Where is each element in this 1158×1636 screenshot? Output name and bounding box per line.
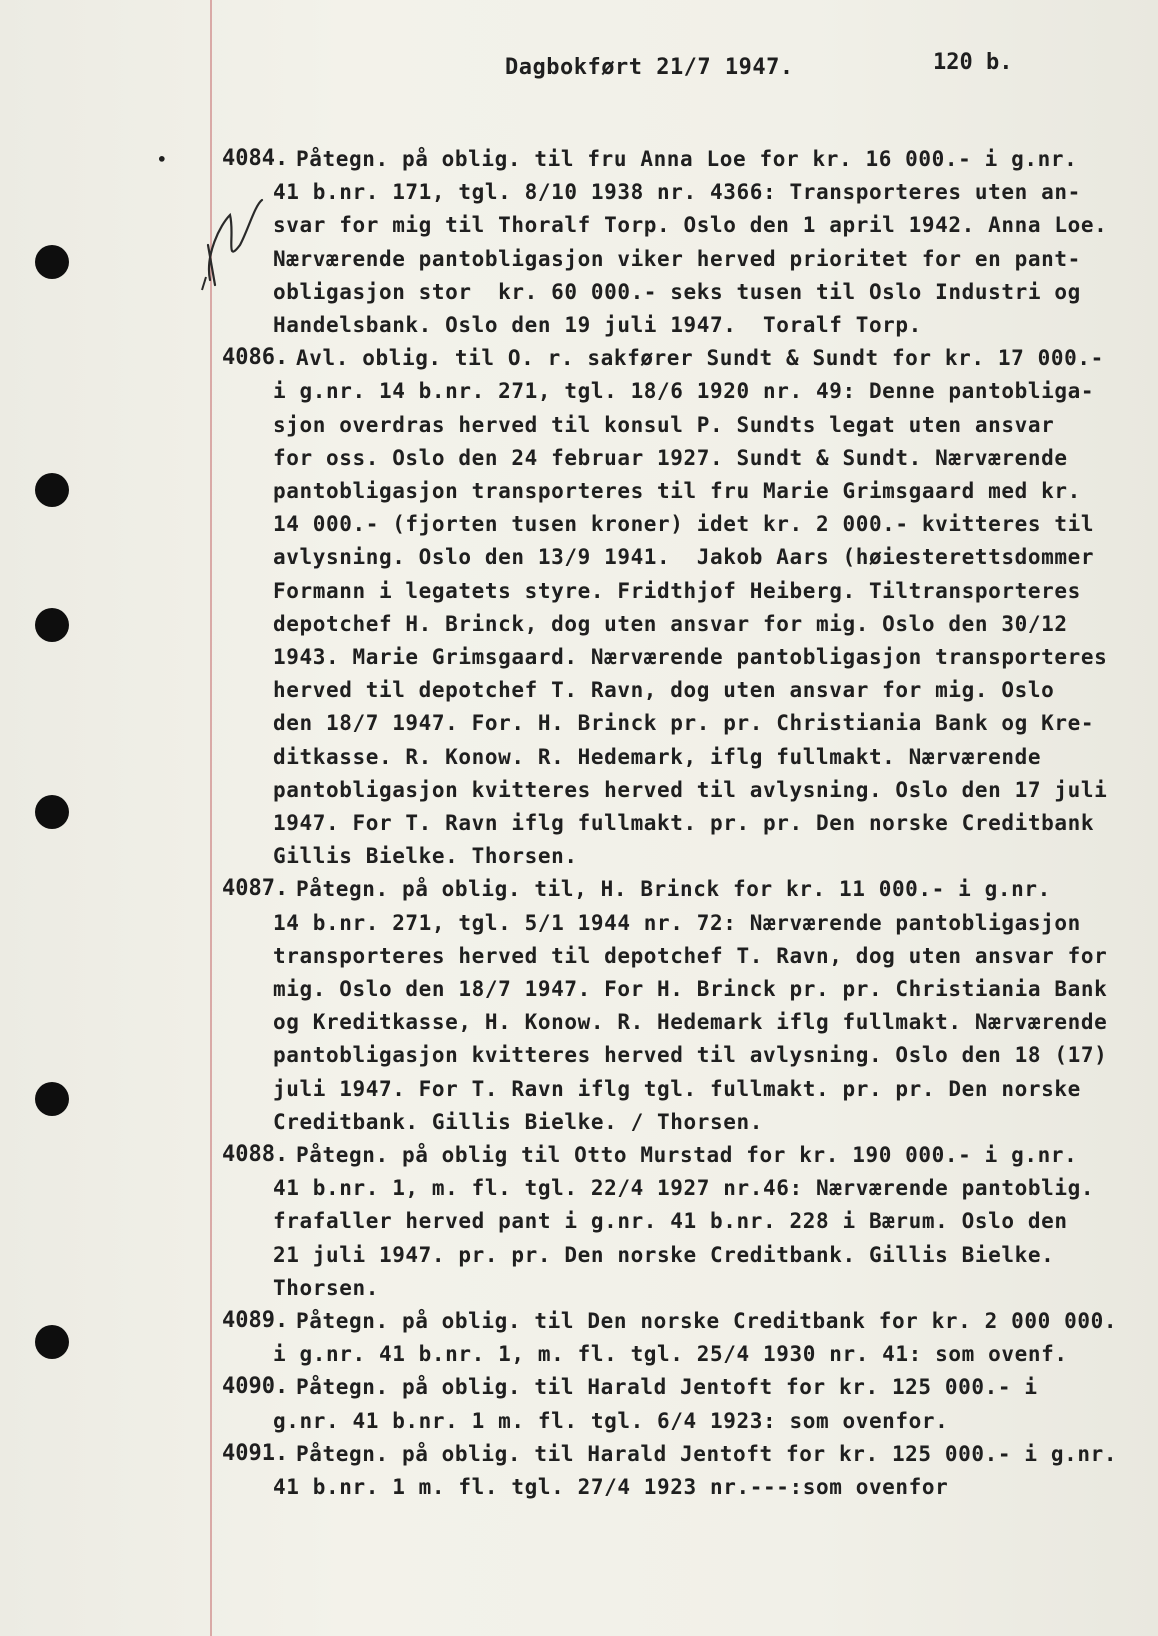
- entry-line: 14 000.- (fjorten tusen kroner) idet kr. 2 000.- kvitteres til: [273, 512, 1095, 537]
- entry-number: 4089.: [222, 1308, 289, 1333]
- entry-line: frafaller herved pant i g.nr. 41 b.nr. 228 i Bærum. Oslo den: [273, 1209, 1068, 1234]
- entry-line: pantobligasjon kvitteres herved til avlysning. Oslo den 17 juli: [273, 777, 1108, 802]
- entry-line: obligasjon stor kr. 60 000.- seks tusen til Oslo Industri og: [273, 279, 1081, 304]
- entry-line: Påtegn. på oblig. til fru Anna Loe for kr. 16 000.- i g.nr.: [296, 147, 1078, 171]
- punch-hole: [35, 1082, 69, 1116]
- entry-line: Creditbank. Gillis Bielke. / Thorsen.: [273, 1109, 763, 1134]
- entry-line: 21 juli 1947. pr. pr. Den norske Creditbank. Gillis Bielke.: [273, 1242, 1055, 1267]
- entry-line: Nærværende pantobligasjon viker herved prioritet for en pant-: [273, 246, 1081, 271]
- entry-line: 41 b.nr. 171, tgl. 8/10 1938 nr. 4366: Transporteres uten an-: [273, 180, 1081, 205]
- entry-line: Påtegn. på oblig. til, H. Brinck for kr. 11 000.- i g.nr.: [296, 877, 1051, 902]
- punch-hole: [35, 245, 69, 279]
- entry-line: 1943. Marie Grimsgaard. Nærværende pantobligasjon transporteres: [273, 645, 1108, 669]
- entry-line: Handelsbank. Oslo den 19 juli 1947. Toralf Torp.: [273, 313, 922, 337]
- entry-number: 4091.: [222, 1440, 289, 1466]
- entry-line: 1947. For T. Ravn iflg fullmakt. pr. pr. Den norske Creditbank: [273, 811, 1095, 835]
- entry-number: 4088.: [222, 1142, 289, 1167]
- entry-number: 4086.: [222, 345, 289, 371]
- entry-line: avlysning. Oslo den 13/9 1941. Jakob Aars (høiesterettsdommer: [273, 545, 1095, 570]
- entry-line: g.nr. 41 b.nr. 1 m. fl. tgl. 6/4 1923: som ovenfor.: [273, 1408, 949, 1433]
- punch-hole: [35, 1325, 69, 1359]
- entry-line: 41 b.nr. 1 m. fl. tgl. 27/4 1923 nr.---:som ovenfor: [273, 1475, 949, 1499]
- entry-line: i g.nr. 41 b.nr. 1, m. fl. tgl. 25/4 1930 nr. 41: som ovenf.: [273, 1342, 1068, 1367]
- entry-number: 4090.: [222, 1374, 289, 1400]
- entry-line: Påtegn. på oblig. til Harald Jentoft for kr. 125 000.- i: [296, 1375, 1038, 1400]
- entry-line: 14 b.nr. 271, tgl. 5/1 1944 nr. 72: Nærværende pantobligasjon: [273, 910, 1081, 935]
- entry-line: Formann i legatets styre. Fridthjof Heiberg. Tiltransporteres: [273, 578, 1081, 603]
- entry-line: herved til depotchef T. Ravn, dog uten ansvar for mig. Oslo: [273, 678, 1055, 703]
- entry-line: i g.nr. 14 b.nr. 271, tgl. 18/6 1920 nr. 49: Denne pantobliga-: [273, 379, 1095, 404]
- entry-line: juli 1947. For T. Ravn iflg tgl. fullmakt. pr. pr. Den norske: [273, 1076, 1081, 1101]
- entry-line: transporteres herved til depotchef T. Ravn, dog uten ansvar for: [273, 943, 1108, 968]
- punch-hole: [35, 473, 69, 507]
- entry-line: sjon overdras herved til konsul P. Sundts legat uten ansvar: [273, 412, 1055, 437]
- entry-line: svar for mig til Thoralf Torp. Oslo den 1 april 1942. Anna Loe.: [273, 213, 1108, 238]
- punch-hole: [35, 795, 69, 829]
- entry-line: 41 b.nr. 1, m. fl. tgl. 22/4 1927 nr.46: Nærværende pantoblig.: [273, 1176, 1095, 1201]
- margin-mark: •: [157, 150, 167, 169]
- entry-line: Avl. oblig. til O. r. sakfører Sundt & Sundt for kr. 17 000.-: [296, 346, 1104, 371]
- entry-line: Påtegn. på oblig. til Den norske Creditbank for kr. 2 000 000.: [296, 1309, 1118, 1333]
- entry-line: Påtegn. på oblig til Otto Murstad for kr. 190 000.- i g.nr.: [296, 1143, 1078, 1167]
- entry-line: depotchef H. Brinck, dog uten ansvar for mig. Oslo den 30/12: [273, 611, 1068, 636]
- punch-hole: [35, 608, 69, 642]
- handwritten-initials: [200, 185, 270, 295]
- entry-number: 4087.: [222, 876, 289, 902]
- entry-line: og Kreditkasse, H. Konow. R. Hedemark iflg fullmakt. Nærværende: [273, 1010, 1108, 1035]
- entry-number: 4084.: [222, 146, 289, 171]
- entry-line: Gillis Bielke. Thorsen.: [273, 844, 578, 869]
- page-title: Dagbokført 21/7 1947.: [505, 55, 794, 80]
- entry-line: Påtegn. på oblig. til Harald Jentoft for kr. 125 000.- i g.nr.: [296, 1441, 1118, 1466]
- entry-line: for oss. Oslo den 24 februar 1927. Sundt & Sundt. Nærværende: [273, 445, 1068, 470]
- entry-line: den 18/7 1947. For. H. Brinck pr. pr. Christiania Bank og Kre-: [273, 711, 1095, 736]
- entry-line: pantobligasjon kvitteres herved til avlysning. Oslo den 18 (17): [273, 1043, 1108, 1068]
- page-number: 120 b.: [933, 50, 1013, 75]
- entry-line: ditkasse. R. Konow. R. Hedemark, iflg fullmakt. Nærværende: [273, 744, 1042, 769]
- entry-line: pantobligasjon transporteres til fru Marie Grimsgaard med kr.: [273, 479, 1081, 503]
- entry-line: mig. Oslo den 18/7 1947. For H. Brinck pr. pr. Christiania Bank: [273, 977, 1108, 1001]
- entry-line: Thorsen.: [273, 1275, 379, 1300]
